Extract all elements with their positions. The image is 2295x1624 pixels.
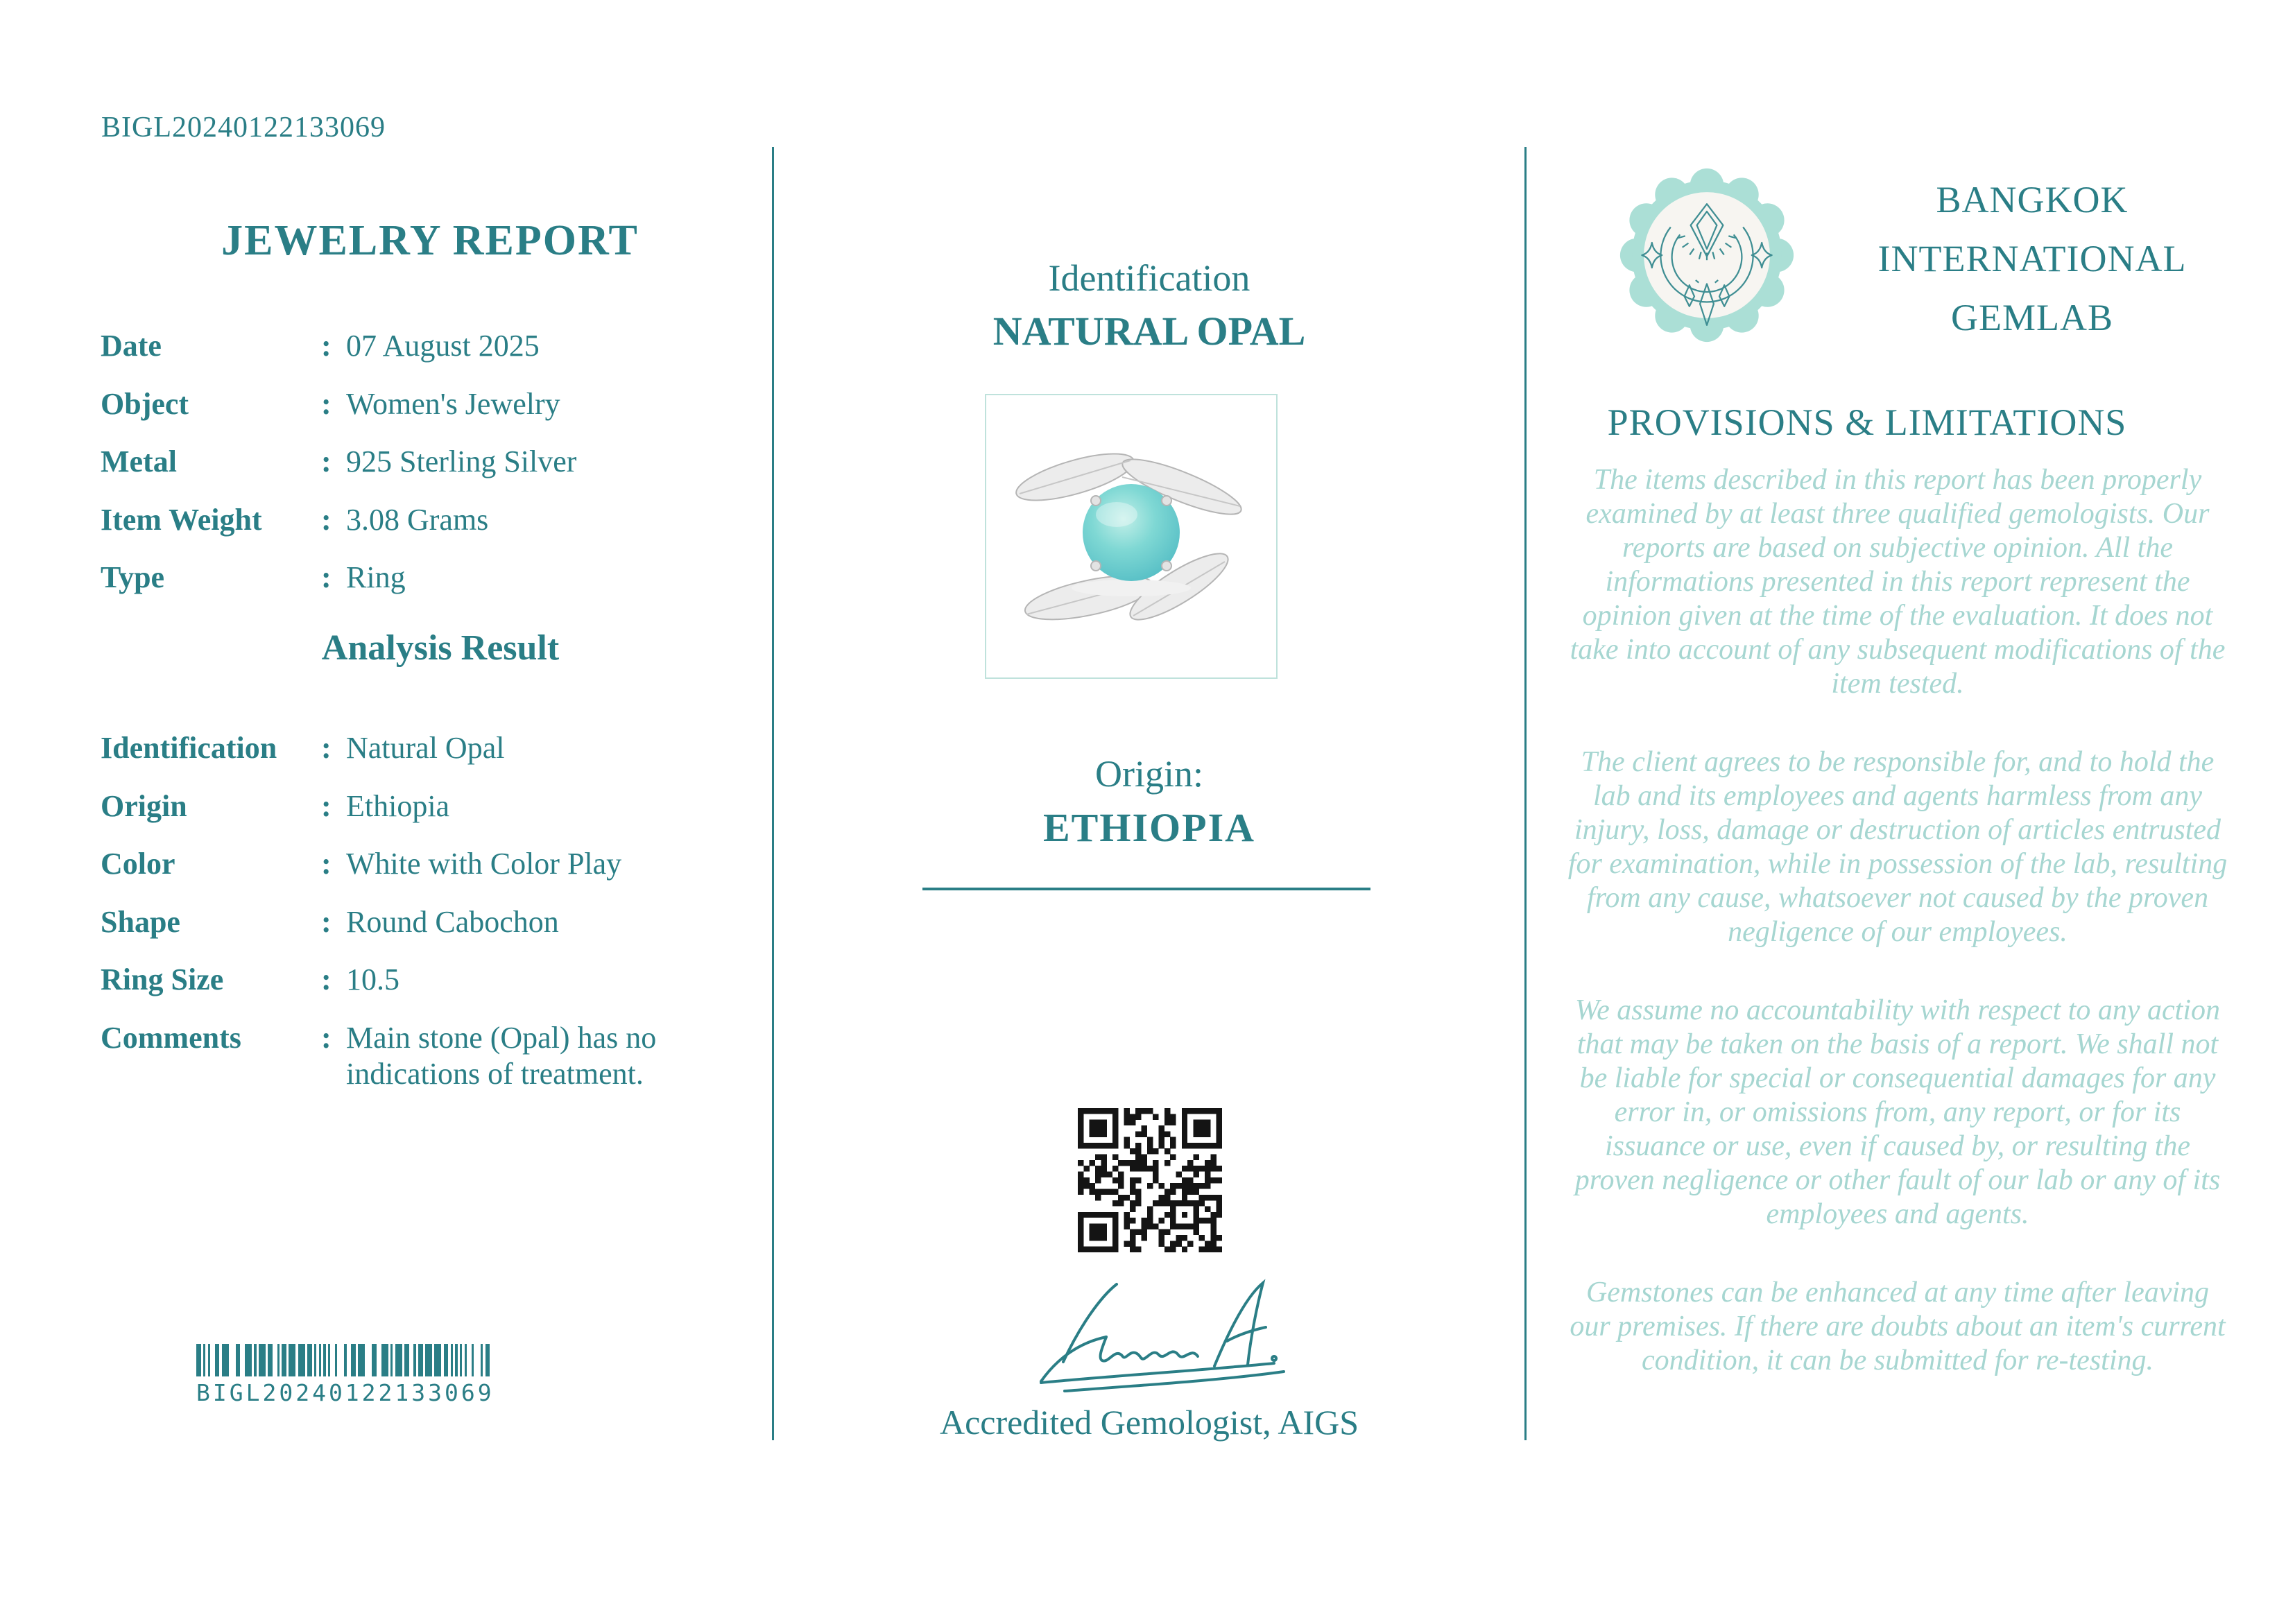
field-value: Ring	[346, 560, 406, 594]
field-label: Item Weight	[101, 502, 262, 537]
barcode-bar	[222, 1344, 229, 1376]
report-title: JEWELRY REPORT	[221, 217, 639, 264]
field-row-date	[101, 328, 725, 386]
barcode	[196, 1344, 495, 1406]
barcode-space	[474, 1344, 481, 1376]
field-colon: :	[321, 962, 332, 996]
field-row-shape	[101, 904, 725, 962]
field-colon: :	[321, 788, 332, 823]
barcode-bar	[404, 1344, 409, 1376]
field-value: Ethiopia	[346, 788, 450, 823]
field-value: 07 August 2025	[346, 329, 540, 363]
field-value: Main stone (Opal) has no indications of treatment.	[346, 1020, 657, 1091]
barcode-bar	[236, 1344, 241, 1376]
field-value: Round Cabochon	[346, 904, 559, 939]
field-value: Natural Opal	[346, 731, 505, 765]
field-row-object	[101, 386, 725, 444]
qr-code-icon	[1078, 1108, 1222, 1252]
field-label: Date	[101, 329, 162, 363]
field-row-identification	[101, 730, 725, 788]
barcode-bar	[418, 1344, 423, 1376]
column-divider-left	[772, 147, 774, 1440]
provisions-paragraphs	[1566, 463, 2229, 1422]
barcode-space	[467, 1344, 472, 1376]
barcode-bar	[485, 1344, 490, 1376]
barcode-bar	[259, 1344, 266, 1376]
provisions-paragraph-1: The items described in this report has been properly examined by at least three qualified gemologists. Our reports are based on subjective opinion. All the informations presented in this report represent the opinion given at the time of the evaluation. It does not take into account of any subsequent modifications of the item tested.	[1570, 464, 2226, 700]
field-value: White with Color Play	[346, 847, 622, 881]
analysis-result-title: Analysis Result	[321, 628, 560, 668]
field-colon: :	[321, 502, 332, 537]
barcode-bar	[358, 1344, 365, 1376]
barcode-bar	[196, 1344, 201, 1376]
field-row-ring-size	[101, 962, 725, 1020]
field-row-color	[101, 846, 725, 904]
barcode-space	[365, 1344, 372, 1376]
origin-value: ETHIOPIA	[1042, 805, 1256, 850]
report-fields	[101, 328, 725, 618]
barcode-space	[409, 1344, 414, 1376]
barcode-bar	[298, 1344, 305, 1376]
barcode-space	[210, 1344, 215, 1376]
field-label: Origin	[101, 788, 187, 823]
barcode-icon	[196, 1344, 490, 1376]
barcode-bar	[372, 1344, 377, 1376]
report-number: BIGL20240122133069	[101, 112, 386, 144]
barcode-space	[273, 1344, 277, 1376]
lab-name-line-1: BANGKOK	[1936, 179, 2129, 221]
barcode-space	[377, 1344, 381, 1376]
field-colon: :	[321, 444, 332, 478]
identification-value: NATURAL OPAL	[992, 309, 1306, 354]
lab-name	[1824, 171, 2240, 347]
field-row-origin	[101, 788, 725, 847]
origin-divider	[922, 888, 1370, 890]
provisions-paragraph-4: Gemstones can be enhanced at any time after leaving our premises. If there are doubts about an item's current condition, it can be submitted for re-testing.	[1570, 1277, 2226, 1376]
field-colon: :	[321, 731, 332, 765]
field-label: Type	[101, 560, 165, 594]
barcode-bar	[245, 1344, 252, 1376]
field-label: Ring Size	[101, 962, 224, 996]
field-colon: :	[321, 329, 332, 363]
barcode-bar	[351, 1344, 356, 1376]
barcode-bar	[444, 1344, 449, 1376]
barcode-space	[330, 1344, 335, 1376]
provisions-paragraph-2: The client agrees to be responsible for, and to hold the lab and its employees and agents harmless from any injury, loss, damage or destruction of articles entrusted for examination, while in possession of the lab, resulting from any cause, whatsoever not caused by the proven negligence of our employees.	[1567, 746, 2228, 948]
barcode-bar	[268, 1344, 273, 1376]
lab-logo-gem-pendant-badge-icon	[1619, 168, 1794, 343]
field-colon: :	[321, 847, 332, 881]
field-value: 3.08 Grams	[346, 502, 489, 537]
identification-heading: Identification	[1048, 257, 1250, 299]
barcode-space	[229, 1344, 236, 1376]
field-colon: :	[321, 1020, 332, 1055]
barcode-space	[240, 1344, 245, 1376]
field-value: 10.5	[346, 962, 399, 996]
field-label: Shape	[101, 904, 180, 939]
field-value: 925 Sterling Silver	[346, 444, 577, 478]
barcode-bar	[282, 1344, 286, 1376]
barcode-bar	[289, 1344, 295, 1376]
barcode-bar	[307, 1344, 312, 1376]
barcode-space	[337, 1344, 344, 1376]
lab-name-line-2: INTERNATIONAL	[1877, 238, 2187, 279]
field-colon: :	[321, 560, 332, 594]
item-photo-frame	[985, 394, 1278, 679]
barcode-bar	[434, 1344, 441, 1376]
barcode-space	[347, 1344, 352, 1376]
field-colon: :	[321, 386, 332, 421]
field-row-type	[101, 560, 725, 618]
barcode-bar	[215, 1344, 220, 1376]
field-label: Color	[101, 847, 175, 881]
field-label: Identification	[101, 731, 277, 765]
field-row-item-weight	[101, 502, 725, 560]
gemologist-signature	[974, 1277, 1321, 1399]
field-row-comments	[101, 1020, 725, 1091]
barcode-bar	[381, 1344, 388, 1376]
field-row-metal	[101, 444, 725, 502]
provisions-title: PROVISIONS & LIMITATIONS	[1607, 401, 2127, 443]
ring-photo	[986, 395, 1276, 677]
field-label: Comments	[101, 1020, 241, 1055]
field-value: Women's Jewelry	[346, 386, 560, 421]
lab-name-line-3: GEMLAB	[1951, 297, 2113, 338]
gemologist-title: Accredited Gemologist, AIGS	[939, 1403, 1359, 1442]
analysis-fields	[101, 730, 725, 1091]
barcode-text: BIGL20240122133069	[196, 1379, 495, 1406]
column-divider-right	[1524, 147, 1527, 1440]
barcode-bar	[395, 1344, 402, 1376]
barcode-bar	[425, 1344, 432, 1376]
field-label: Object	[101, 386, 189, 421]
origin-heading: Origin:	[1095, 753, 1203, 795]
field-label: Metal	[101, 444, 177, 478]
provisions-paragraph-3: We assume no accountability with respect to any action that may be taken on the basis of a report. We shall not be liable for special or consequential damages for any error in, or omissions from, any report, or for its issuance or use, even if caused by, or resulting the proven negligence or other fault of our lab or any of its employees and agents.	[1574, 994, 2221, 1230]
field-colon: :	[321, 904, 332, 939]
